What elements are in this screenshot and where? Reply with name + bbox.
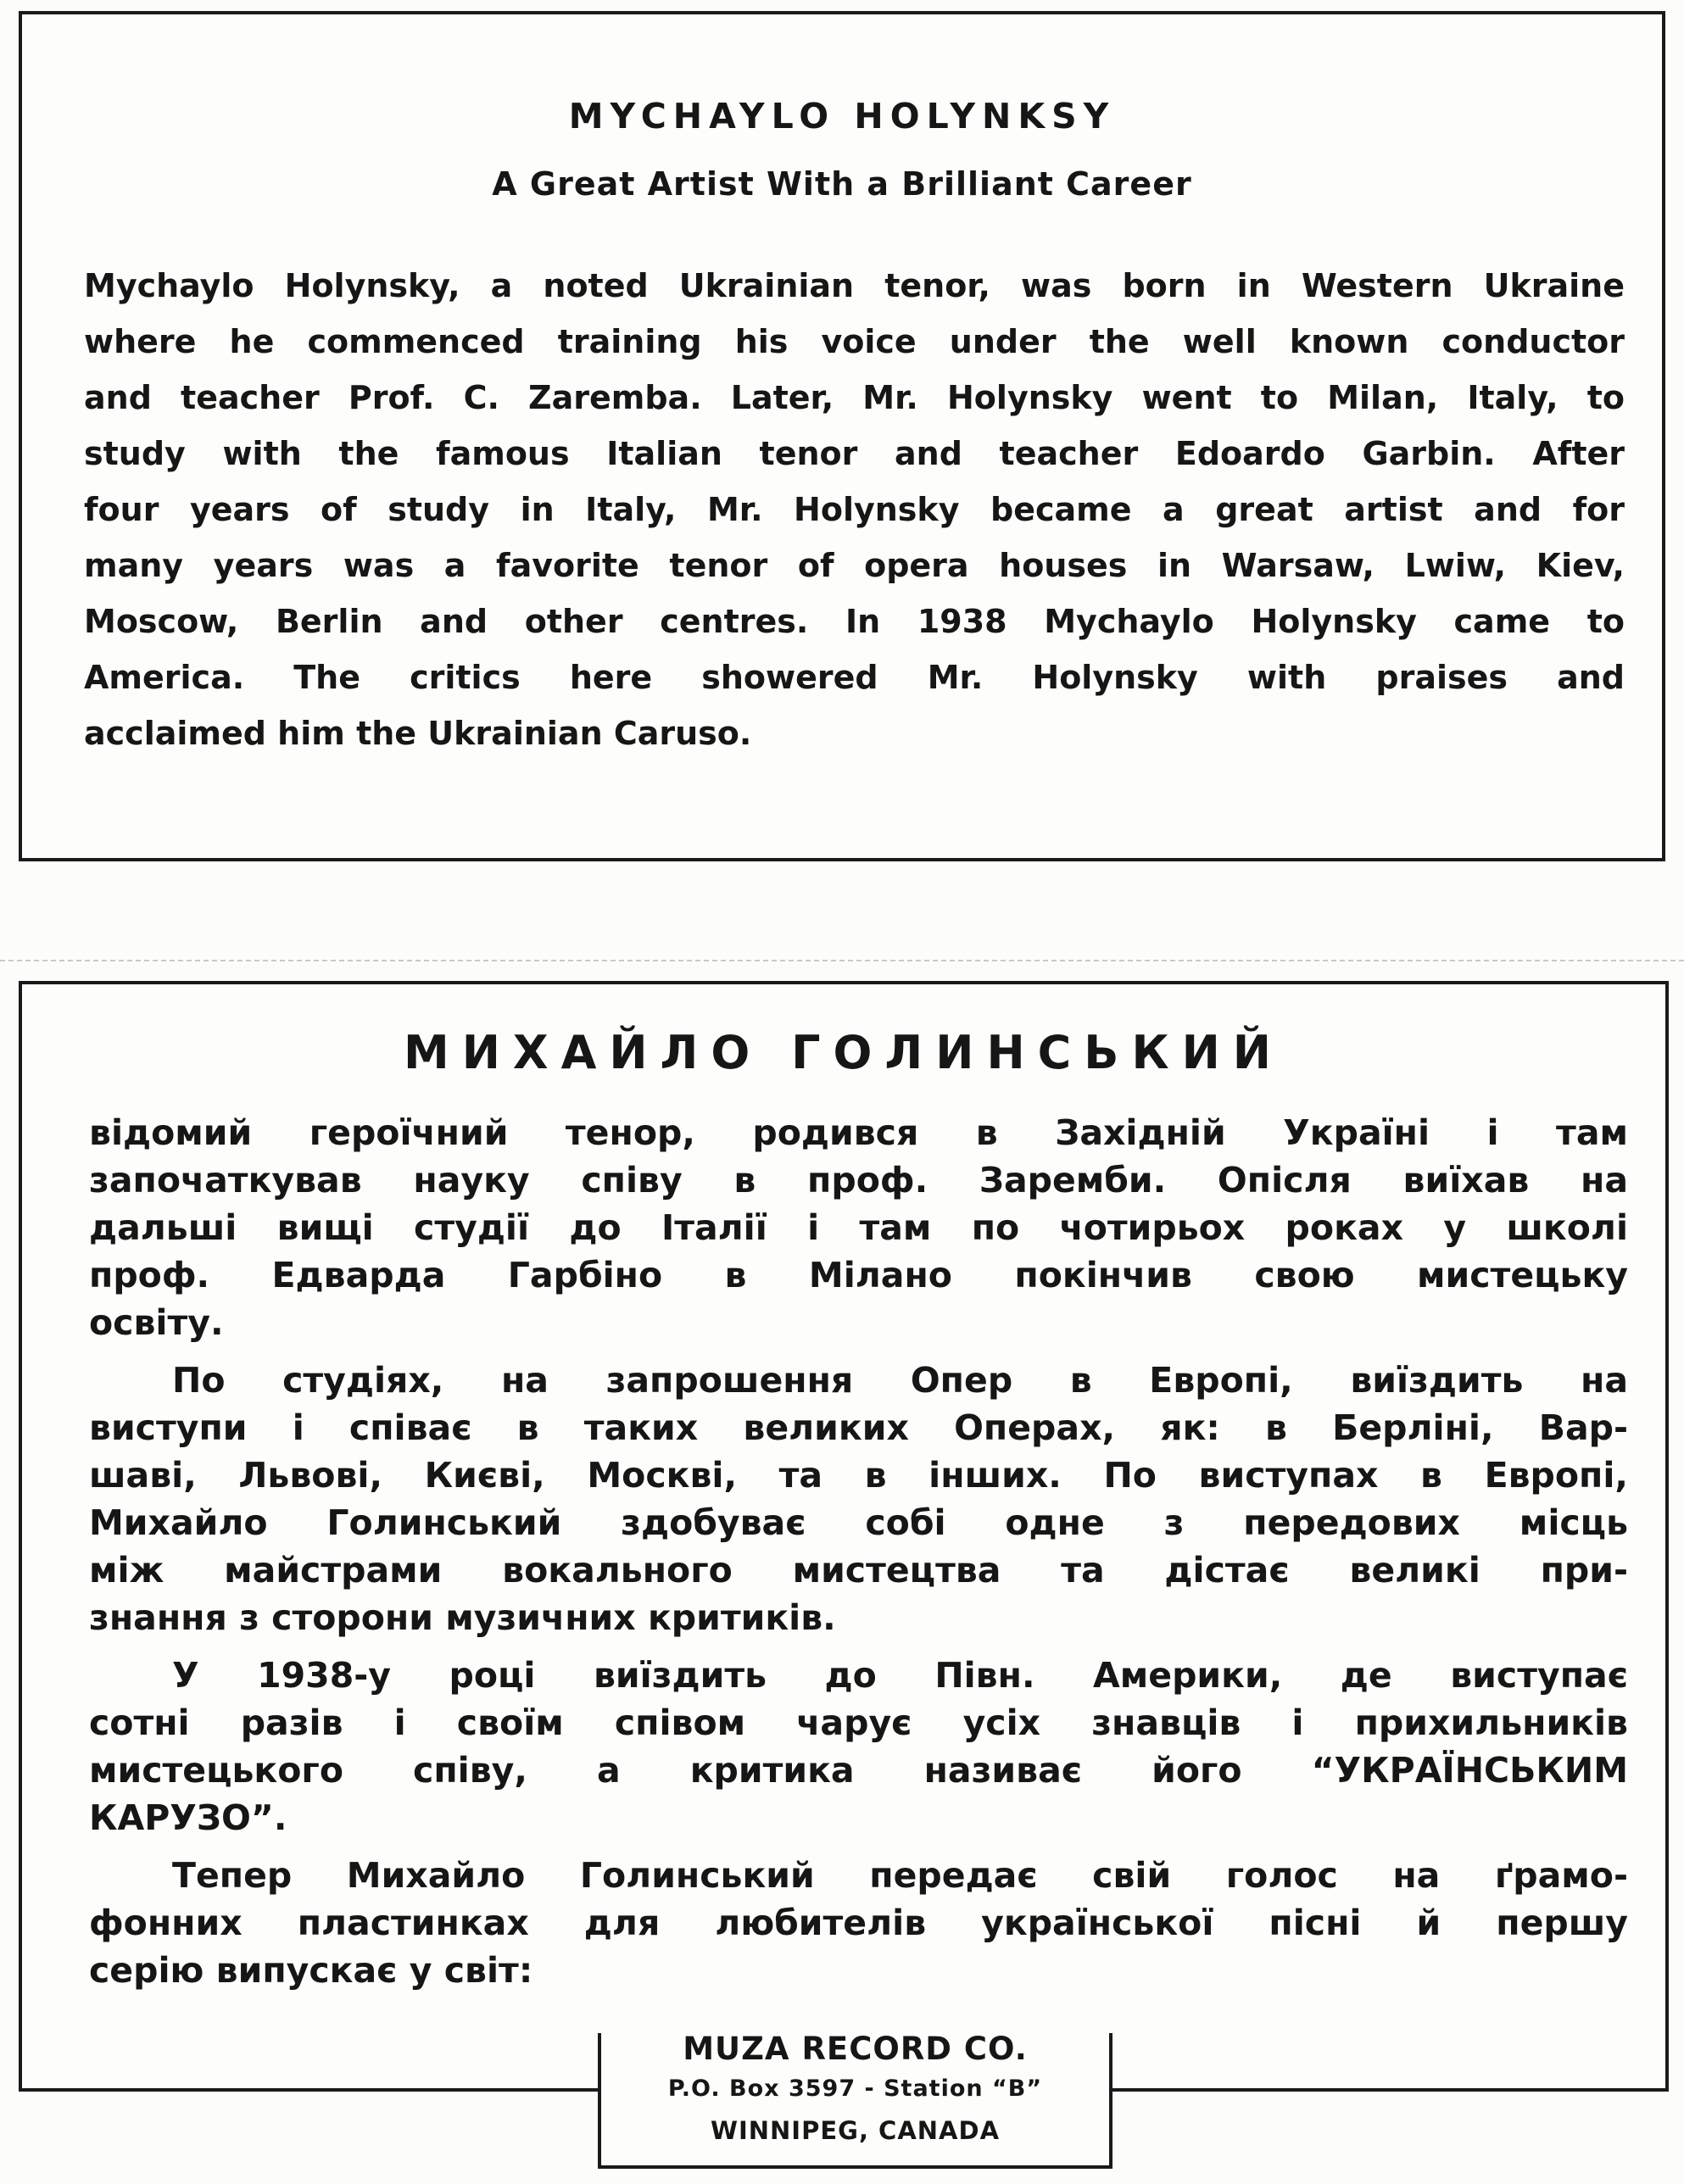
record-company-label bbox=[598, 2033, 1112, 2169]
english-bio-line: acclaimed him the Ukrainian Caruso. bbox=[84, 715, 752, 752]
english-bio-line: Moscow, Berlin and other centres. In 1938 Mychaylo Holynsky came to bbox=[84, 603, 1625, 640]
english-title: MYCHAYLO HOLYNKSY bbox=[568, 96, 1116, 136]
page-fold-divider bbox=[0, 960, 1684, 961]
city-address: WINNIPEG, CANADA bbox=[710, 2116, 1001, 2145]
english-bio-line: where he commenced training his voice under the well known conductor bbox=[84, 323, 1625, 360]
ukrainian-bio-line: освіту. bbox=[89, 1302, 224, 1343]
english-bio-line: many years was a favorite tenor of opera houses in Warsaw, Lwiw, Kiev, bbox=[84, 547, 1625, 584]
ukrainian-bio-line: сотні разів і своїм співом чарує усіх знавців і прихильників bbox=[89, 1702, 1628, 1743]
company-name: MUZA RECORD CO. bbox=[683, 2031, 1028, 2067]
ukrainian-bio-line: фонних пластинках для любителів української пісні й першу bbox=[89, 1903, 1628, 1943]
ukrainian-bio-line: дальші вищі студії до Італії і там по чотирьох роках у школі bbox=[89, 1207, 1628, 1248]
ukrainian-bio-line: шаві, Львові, Києві, Москві, та в інших. По виступах в Европі, bbox=[89, 1455, 1628, 1496]
ukrainian-bio-line: мистецького співу, а критика називає його “УКРАЇНСЬКИМ bbox=[89, 1750, 1628, 1791]
ukrainian-bio-line: відомий героїчний тенор, родився в Західній Україні і там bbox=[89, 1112, 1628, 1153]
english-bio-line: study with the famous Italian tenor and teacher Edoardo Garbin. After bbox=[84, 435, 1625, 472]
english-bio-line: Mychaylo Holynsky, a noted Ukrainian tenor, was born in Western Ukraine bbox=[84, 267, 1625, 304]
english-bio-line: four years of study in Italy, Mr. Holynsky became a great artist and for bbox=[84, 491, 1625, 528]
ukrainian-bio-line: У 1938-у році виїздить до Півн. Америки, де виступає bbox=[172, 1655, 1628, 1696]
ukrainian-bio-line: серію випускає у світ: bbox=[89, 1950, 533, 1991]
ukrainian-title: МИХАЙЛО ГОЛИНСЬКИЙ bbox=[404, 1026, 1284, 1079]
ukrainian-bio-line: Тепер Михайло Голинський передає свій голос на ґрамо- bbox=[172, 1855, 1628, 1896]
ukrainian-bio-line: знання з сторони музичних критиків. bbox=[89, 1597, 836, 1638]
ukrainian-bio-line: КАРУЗО”. bbox=[89, 1797, 287, 1838]
english-bio-line: and teacher Prof. C. Zaremba. Later, Mr. Holynsky went to Milan, Italy, to bbox=[84, 379, 1625, 416]
ukrainian-bio-line: виступи і співає в таких великих Операх, як: в Берліні, Вар- bbox=[89, 1407, 1628, 1448]
english-bio-line: America. The critics here showered Mr. Holynsky with praises and bbox=[84, 659, 1625, 696]
ukrainian-bio-line: По студіях, на запрошення Опер в Европі, виїздить на bbox=[172, 1360, 1628, 1401]
ukrainian-biography-card bbox=[19, 981, 1669, 2092]
ukrainian-bio-line: започаткував науку співу в проф. Заремби. Опісля виїхав на bbox=[89, 1160, 1628, 1201]
english-subtitle: A Great Artist With a Brilliant Career bbox=[492, 165, 1192, 203]
ukrainian-bio-line: між майстрами вокального мистецтва та дістає великі при- bbox=[89, 1550, 1628, 1591]
po-box-address: P.O. Box 3597 - Station “B” bbox=[667, 2075, 1043, 2102]
ukrainian-bio-line: проф. Едварда Гарбіно в Мілано покінчив свою мистецьку bbox=[89, 1255, 1628, 1295]
english-biography-card bbox=[19, 11, 1665, 861]
ukrainian-bio-line: Михайло Голинський здобуває собі одне з передових місць bbox=[89, 1502, 1628, 1543]
